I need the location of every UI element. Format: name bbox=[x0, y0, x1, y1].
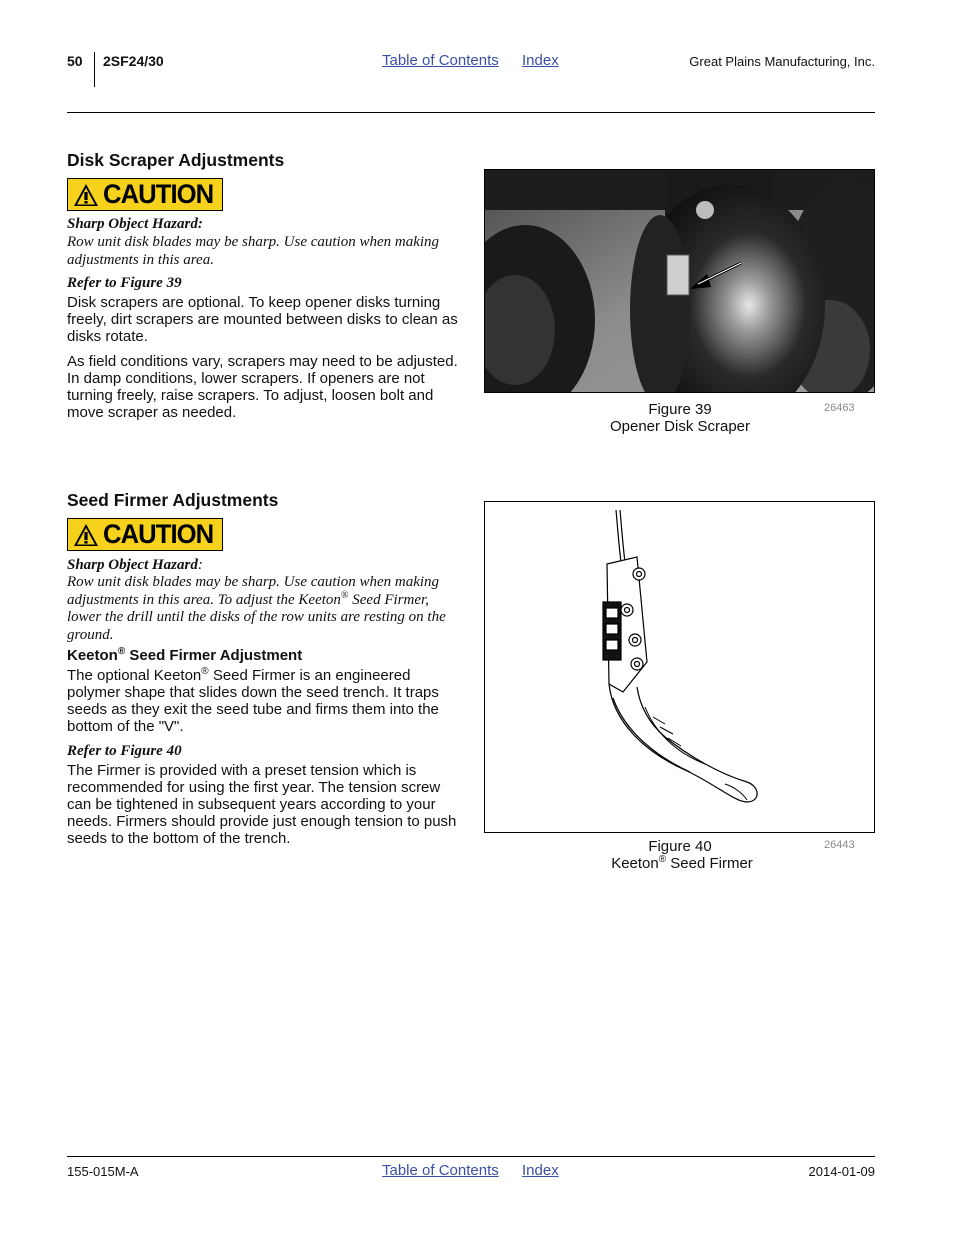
header-rule bbox=[67, 112, 875, 113]
caution-word: CAUTION bbox=[103, 519, 214, 549]
doc-id: 155-015M-A bbox=[67, 1164, 139, 1179]
seed-firmer-para-1: The optional Keeton® Seed Firmer is an engineered polymer shape that slides down the seed trench. It traps seeds as they exit the seed tube and firms them into the bottom of the "V". bbox=[67, 666, 439, 735]
warning-triangle-icon bbox=[73, 183, 99, 207]
figure-39-number: 26463 bbox=[824, 402, 855, 414]
refer-figure-39: Refer to Figure 39 bbox=[67, 275, 182, 291]
keeton-seed-firmer-image bbox=[485, 502, 874, 832]
footer-rule bbox=[67, 1156, 875, 1157]
company-name: Great Plains Manufacturing, Inc. bbox=[689, 54, 875, 69]
figure-40-label: Figure 40 bbox=[648, 838, 712, 855]
warning-triangle-icon bbox=[73, 523, 99, 547]
footer-index-link[interactable]: Index bbox=[522, 1162, 559, 1179]
caution-label-1 bbox=[67, 178, 223, 211]
figure-40-caption: Keeton® Seed Firmer bbox=[611, 854, 753, 872]
opener-disk-scraper-image bbox=[485, 170, 874, 392]
figure-40-number: 26443 bbox=[824, 839, 855, 851]
page-number: 50 bbox=[67, 53, 83, 69]
disk-scraper-para-2: As field conditions vary, scrapers may need to be adjusted. In damp conditions, lower scrapers. If openers are not turning freely, raise scrapers. To adjust, loosen bolt and move scraper as needed. bbox=[67, 353, 458, 421]
refer-figure-40: Refer to Figure 40 bbox=[67, 743, 182, 759]
figure-39-photo bbox=[484, 169, 875, 393]
seed-firmer-title: Seed Firmer Adjustments bbox=[67, 490, 279, 510]
disk-scraper-title: Disk Scraper Adjustments bbox=[67, 150, 285, 170]
seed-firmer-para-2: The Firmer is provided with a preset tension which is recommended for using the first year. The tension screw can be tightened in subsequent years according to your needs. Firmers should provide just enough tension to push seeds to the bottom of the trench. bbox=[67, 762, 457, 847]
disk-scraper-para-1: Disk scrapers are optional. To keep opener disks turning freely, dirt scrapers are mounted between disks to clean as disks rotate. bbox=[67, 294, 458, 345]
figure-39-caption: Opener Disk Scraper bbox=[609, 418, 751, 435]
doc-date: 2014-01-09 bbox=[808, 1164, 875, 1179]
model-name: 2SF24/30 bbox=[103, 53, 164, 69]
caution-label-2 bbox=[67, 518, 223, 551]
header-divider bbox=[94, 52, 95, 87]
hazard-text-2: Row unit disk blades may be sharp. Use caution when making adjustments in this area. To adjust the Keeton® Seed Firmer, lower the drill until the disks of the row units are resting on the ground. bbox=[67, 574, 446, 643]
hazard-text-1: Row unit disk blades may be sharp. Use caution when making adjustments in this area. bbox=[67, 234, 440, 268]
footer-toc-link[interactable]: Table of Contents bbox=[382, 1162, 499, 1179]
caution-word: CAUTION bbox=[103, 179, 214, 209]
keeton-subhead: Keeton® Seed Firmer Adjustment bbox=[67, 646, 303, 664]
figure-40-drawing bbox=[484, 501, 875, 833]
header-toc-link[interactable]: Table of Contents bbox=[382, 52, 499, 69]
hazard-title-1: Sharp Object Hazard: bbox=[67, 216, 203, 232]
header-index-link[interactable]: Index bbox=[522, 52, 559, 69]
figure-39-label: Figure 39 bbox=[648, 401, 712, 418]
hazard-title-2: Sharp Object Hazard: bbox=[67, 557, 203, 573]
